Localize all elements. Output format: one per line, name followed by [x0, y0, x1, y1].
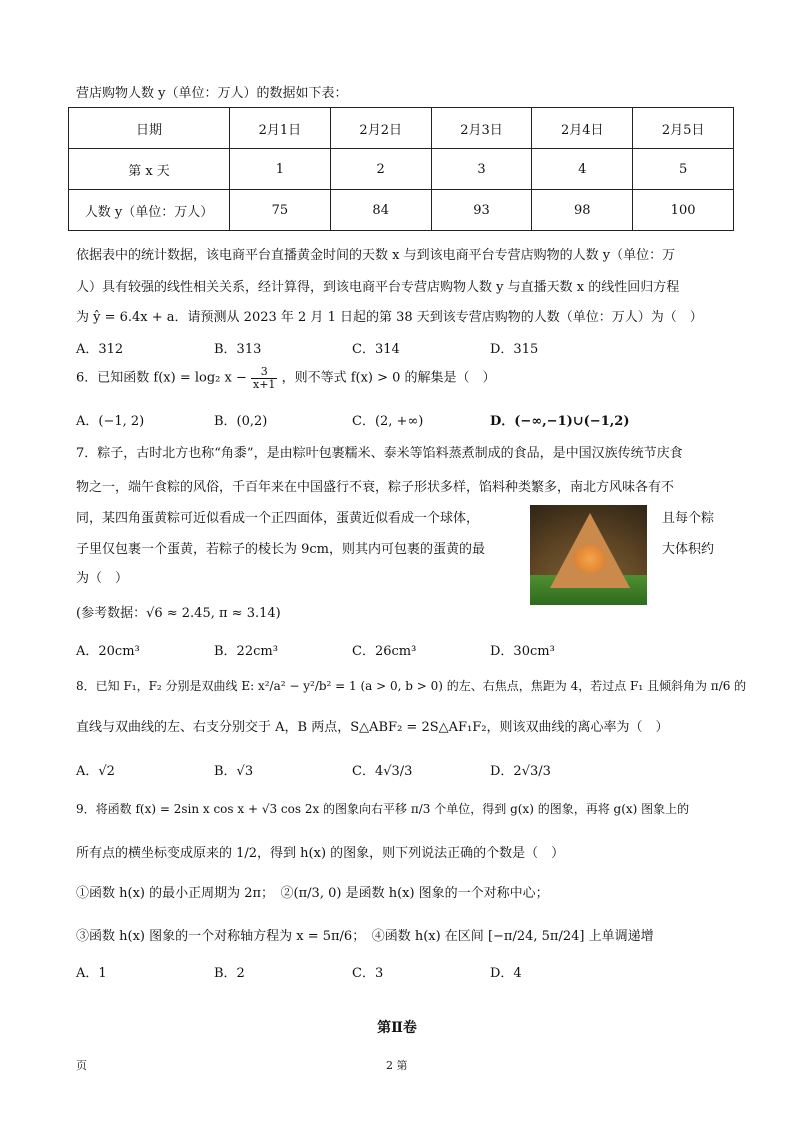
- q9-option-a: A．1: [76, 966, 107, 981]
- zongzi-photo: [530, 505, 647, 605]
- q6-fraction-den: x+1: [253, 377, 276, 391]
- yolk-shape: [574, 545, 606, 573]
- q7-line-5: 为（ ）: [76, 571, 129, 586]
- table-cell: 84: [330, 190, 431, 231]
- q6-option-b: B．(0,2): [214, 414, 268, 429]
- q6-option-d: D．(−∞,−1)∪(−1,2): [490, 414, 630, 429]
- q7-line-4a: 子里仅包裹一个蛋黄，若粽子的棱长为 9cm，则其内可包裹的蛋黄的最: [76, 542, 486, 557]
- q5-line-2: 人）具有较强的线性相关关系，经计算得，到该电商平台专营店购物人数 y 与直播天数 x 的线性回归方程: [76, 280, 680, 295]
- table-cell: 2月2日: [330, 108, 431, 149]
- q9-option-b: B．2: [214, 966, 245, 981]
- q7-option-d: D．30cm³: [490, 644, 555, 659]
- table-cell: 98: [532, 190, 633, 231]
- q7-option-b: B．22cm³: [214, 644, 278, 659]
- q5-option-c: C．314: [352, 342, 400, 357]
- q6-option-c: C．(2, +∞): [352, 414, 424, 429]
- table-cell: 2月3日: [431, 108, 532, 149]
- q7-option-c: C．26cm³: [352, 644, 417, 659]
- section-heading: 第Ⅱ卷: [377, 1020, 417, 1036]
- q9-line-1: 9．将函数 f(x) = 2sin x cos x + √3 cos 2x 的图象向右平移 π/3 个单位，得到 g(x) 的图象，再将 g(x) 图象上的: [76, 802, 690, 816]
- intro-text: 营店购物人数 y（单位：万人）的数据如下表：: [76, 86, 348, 101]
- table-cell: 1: [230, 149, 331, 190]
- q8-option-c: C．4√3/3: [352, 764, 413, 779]
- q8-option-a: A．√2: [76, 764, 115, 779]
- q5-option-d: D．315: [490, 342, 539, 357]
- q7-option-a: A．20cm³: [76, 644, 140, 659]
- q8-option-d: D．2√3/3: [490, 764, 551, 779]
- q5-line-3: 为 ŷ = 6.4x + a．请预测从 2023 年 2 月 1 日起的第 38 天到该专营店购物的人数（单位：万人）为（ ）: [76, 310, 703, 325]
- q6-stem-post: ，则不等式 f(x) > 0 的解集是（ ）: [281, 370, 496, 386]
- q8-line-2: 直线与双曲线的左、右支分别交于 A，B 两点，S△ABF₂ = 2S△AF₁F₂，则该双曲线的离心率为（ ）: [76, 720, 669, 735]
- q7-line-3a: 同，某四角蛋黄粽可近似看成一个正四面体，蛋黄近似看成一个球体，: [76, 511, 480, 526]
- q7-line-3b: 且每个粽: [662, 511, 715, 526]
- q8-option-b: B．√3: [214, 764, 254, 779]
- footer-left: 页: [76, 1059, 87, 1072]
- table-row: [69, 190, 734, 231]
- table-cell: 第 x 天: [69, 149, 230, 190]
- table-cell: 100: [633, 190, 734, 231]
- footer-right: 2 第: [386, 1059, 408, 1072]
- table-cell: 4: [532, 149, 633, 190]
- table-row: [69, 108, 734, 149]
- q6-stem-pre: 6．已知函数 f(x) = log₂ x −: [76, 370, 247, 386]
- q8-line-1: 8．已知 F₁，F₂ 分别是双曲线 E: x²/a² − y²/b² = 1 (a > 0, b > 0) 的左、右焦点，焦距为 4，若过点 F₁ 且倾斜角为 π/6 的: [76, 679, 747, 693]
- table-cell: 日期: [69, 108, 230, 149]
- table-cell: 2月5日: [633, 108, 734, 149]
- q9-line-4: ③函数 h(x) 图象的一个对称轴方程为 x = 5π/6； ④函数 h(x) 在区间 [−π/24, 5π/24] 上单调递增: [76, 929, 654, 944]
- q7-line-2: 物之一，端午食粽的风俗，千百年来在中国盛行不衰，粽子形状多样，馅料种类繁多，南北方风味各有不: [76, 480, 675, 495]
- q6-fraction-num: 3: [251, 366, 277, 379]
- q9-option-d: D．4: [490, 966, 522, 981]
- q9-line-3: ①函数 h(x) 的最小正周期为 2π； ②(π/3, 0) 是函数 h(x) 图象的一个对称中心；: [76, 886, 549, 901]
- table-cell: 2月1日: [230, 108, 331, 149]
- table-cell: 93: [431, 190, 532, 231]
- data-table: [68, 107, 734, 231]
- table-cell: 人数 y（单位：万人）: [69, 190, 230, 231]
- table-cell: 2月4日: [532, 108, 633, 149]
- table-cell: 75: [230, 190, 331, 231]
- q7-line-1: 7．粽子，古时北方也称“角黍”，是由粽叶包裹糯米、泰米等馅料蒸煮制成的食品，是中国汉族传统节庆食: [76, 446, 683, 461]
- table-cell: 3: [431, 149, 532, 190]
- table-cell: 2: [330, 149, 431, 190]
- q6-stem: [76, 366, 496, 390]
- q7-reference: (参考数据：√6 ≈ 2.45, π ≈ 3.14): [76, 606, 281, 621]
- table-row: [69, 149, 734, 190]
- q6-option-a: A．(−1, 2): [76, 414, 145, 429]
- table-cell: 5: [633, 149, 734, 190]
- q9-line-2: 所有点的横坐标变成原来的 1/2，得到 h(x) 的图象，则下列说法正确的个数是（ ）: [76, 846, 565, 861]
- q6-fraction: [251, 366, 277, 390]
- q5-option-a: A．312: [76, 342, 124, 357]
- q5-line-1: 依据表中的统计数据，该电商平台直播黄金时间的天数 x 与到该电商平台专营店购物的人数 y（单位：万: [76, 248, 676, 263]
- q9-option-c: C．3: [352, 966, 384, 981]
- q7-line-4b: 大体积约: [662, 542, 715, 557]
- q5-option-b: B．313: [214, 342, 262, 357]
